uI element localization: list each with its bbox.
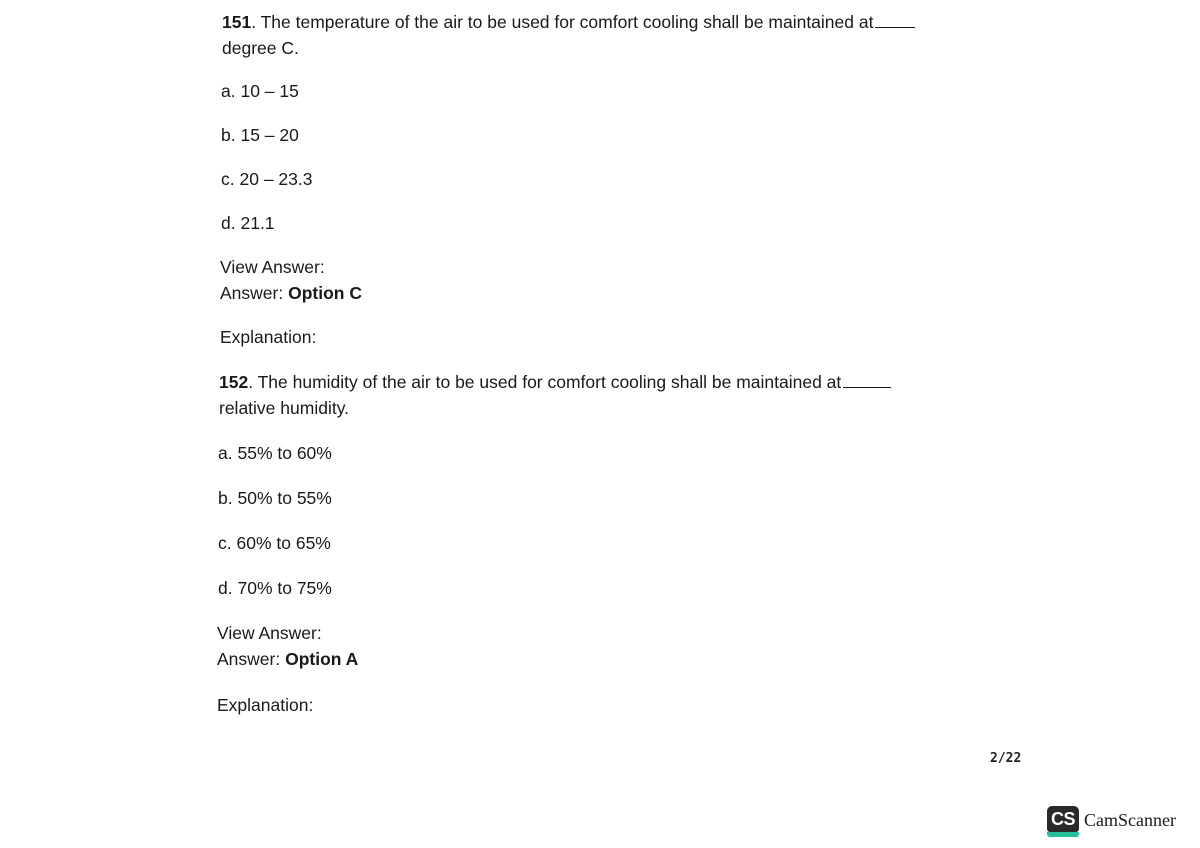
- option-b: [218, 487, 332, 509]
- option-b: [221, 124, 299, 146]
- option-letter: a.: [221, 81, 236, 101]
- option-value: 15 – 20: [240, 125, 299, 145]
- camscanner-accent-bar: [1047, 832, 1079, 837]
- view-answer-label: View Answer:: [220, 257, 325, 277]
- option-letter: c.: [221, 169, 235, 189]
- option-value: 60% to 65%: [236, 533, 331, 553]
- option-letter: a.: [218, 443, 233, 463]
- answer-block: [220, 254, 362, 306]
- option-d: [218, 577, 332, 599]
- option-value: 50% to 55%: [237, 488, 332, 508]
- option-value: 70% to 75%: [237, 578, 332, 598]
- option-value: 55% to 60%: [237, 443, 332, 463]
- answer-blank: [875, 13, 915, 28]
- view-answer-label: View Answer:: [217, 623, 322, 643]
- camscanner-badge-icon: [1047, 806, 1079, 832]
- camscanner-badge-text: CS: [1050, 809, 1075, 829]
- answer-label: Answer:: [220, 283, 284, 303]
- option-letter: b.: [218, 488, 233, 508]
- answer-label: Answer:: [217, 649, 281, 669]
- option-letter: c.: [218, 533, 232, 553]
- question-text-continued: degree C.: [222, 38, 299, 58]
- option-c: [221, 168, 312, 190]
- answer-line: [220, 280, 362, 306]
- explanation-label: Explanation:: [217, 695, 314, 715]
- page-number: 2/22: [990, 751, 1022, 766]
- option-a: [221, 80, 299, 102]
- answer-line: [217, 646, 358, 672]
- option-a: [218, 442, 332, 464]
- camscanner-wordmark: CamScanner: [1084, 810, 1176, 830]
- question-number: 152: [219, 372, 249, 392]
- option-value: 21.1: [240, 213, 275, 233]
- option-letter: d.: [221, 213, 236, 233]
- question-151-text: [222, 9, 982, 61]
- question-text-continued: relative humidity.: [219, 398, 350, 418]
- camscanner-logo: [1047, 803, 1079, 835]
- explanation-label: Explanation:: [220, 327, 317, 347]
- answer-option: Option C: [288, 283, 362, 303]
- answer-blank: [843, 373, 891, 388]
- option-value: 20 – 23.3: [239, 169, 313, 189]
- question-152-text: [219, 369, 979, 421]
- option-c: [218, 532, 331, 554]
- question-text: . The humidity of the air to be used for comfort cooling shall be maintained at: [248, 372, 842, 392]
- question-text: . The temperature of the air to be used for comfort cooling shall be maintained at: [251, 12, 874, 32]
- option-value: 10 – 15: [240, 81, 299, 101]
- option-letter: d.: [218, 578, 233, 598]
- option-d: [221, 212, 275, 234]
- answer-option: Option A: [285, 649, 359, 669]
- answer-block: [217, 620, 358, 672]
- option-letter: b.: [221, 125, 236, 145]
- question-number: 151: [222, 12, 252, 32]
